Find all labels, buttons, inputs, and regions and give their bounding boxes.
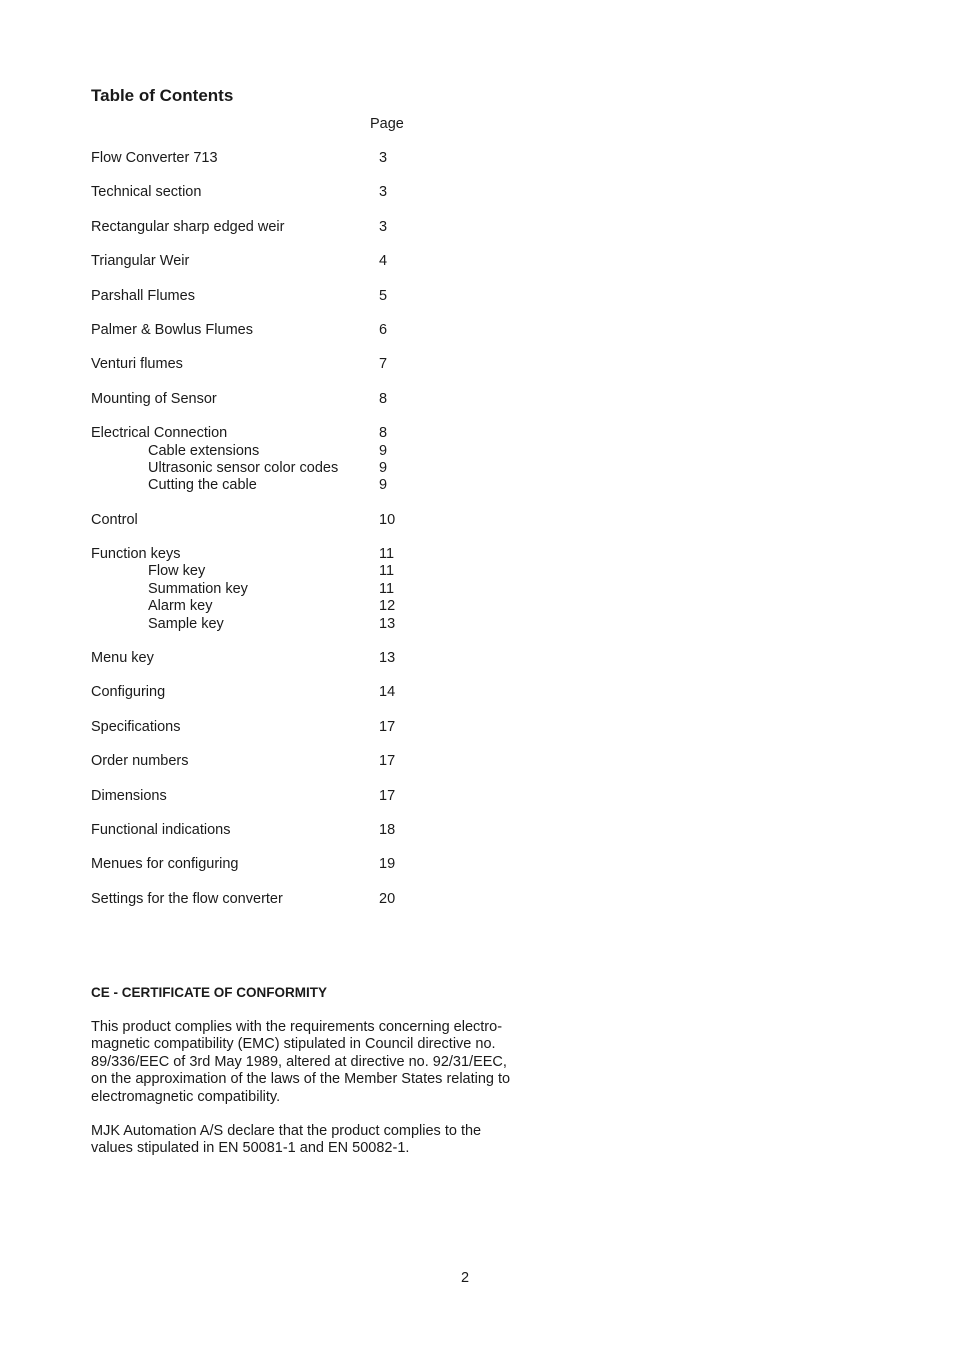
ce-text-line: electromagnetic compatibility. [91,1088,281,1105]
toc-subentry [91,616,431,633]
toc-subentry-label: Alarm key [148,598,213,615]
toc-main-line [91,650,431,667]
toc-entry-label: Specifications [91,718,181,735]
toc-subentry-label: Ultrasonic sensor color codes [148,459,339,476]
toc-entry-label: Palmer & Bowlus Flumes [91,321,253,338]
ce-text-line: on the approximation of the laws of the Member States relating to [91,1071,511,1088]
toc-main-line [91,288,431,305]
toc-page-number: 10 [379,511,396,528]
toc-entry [91,546,431,633]
toc-entry [91,425,431,495]
table-of-contents [91,150,431,925]
toc-page-number: 11 [379,563,395,580]
toc-main-line [91,822,431,839]
toc-page-number: 9 [379,459,388,476]
toc-page-number: 11 [379,546,395,563]
toc-page-number: 18 [379,821,396,838]
toc-main-line [91,322,431,339]
toc-entry-label: Configuring [91,684,166,701]
toc-subentry-label: Cable extensions [148,442,260,459]
toc-page-number: 3 [379,150,388,166]
toc-main-line [91,788,431,805]
toc-subentry-label: Summation key [148,580,248,597]
toc-entry [91,512,431,529]
toc-page-number: 17 [379,753,396,770]
toc-page-number: 3 [379,184,388,201]
toc-main-line [91,856,431,873]
toc-subentry-label: Flow key [148,563,206,580]
toc-entry-label: Menues for configuring [91,856,239,873]
toc-main-line [91,356,431,373]
toc-main-line [91,253,431,270]
toc-main-line [91,684,431,701]
toc-page-number: 12 [379,598,396,615]
ce-paragraph-1 [91,1019,521,1106]
toc-page-number: 4 [379,253,388,270]
toc-page-number: 17 [379,787,396,804]
toc-page-number: 9 [379,477,388,494]
toc-main-line [91,753,431,770]
toc-subentry [91,563,431,580]
toc-subentry [91,443,431,460]
toc-entry-label: Parshall Flumes [91,287,195,304]
ce-paragraph-2 [91,1123,521,1158]
toc-entry [91,891,431,908]
toc-entry-label: Mounting of Sensor [91,390,217,407]
ce-text-line: values stipulated in EN 50081-1 and EN 50082-1. [91,1140,410,1157]
toc-page-number: 13 [379,650,396,667]
toc-page-number: 6 [379,321,388,338]
toc-entry-label: Triangular Weir [91,253,190,270]
toc-entry [91,219,431,236]
toc-entry [91,753,431,770]
toc-main-line [91,512,431,529]
toc-entry-label: Flow Converter 713 [91,150,218,166]
toc-page-number: 19 [379,856,396,873]
toc-page-number: 11 [379,580,395,597]
toc-page-number: 8 [379,390,388,407]
toc-entry-label: Control [91,511,138,528]
ce-text-line: 89/336/EEC of 3rd May 1989, altered at directive no. 92/31/EEC, [91,1053,507,1070]
toc-entry-label: Settings for the flow converter [91,890,283,907]
toc-page-number: 14 [379,684,396,701]
toc-entry [91,288,431,305]
toc-entry [91,150,431,167]
ce-certificate-title: CE - CERTIFICATE OF CONFORMITY [91,985,327,1000]
toc-subentry [91,581,431,598]
ce-text-line: MJK Automation A/S declare that the product complies to the [91,1123,482,1139]
toc-entry [91,650,431,667]
toc-entry-label: Function keys [91,546,181,563]
toc-page-number: 8 [379,425,388,442]
toc-subentry [91,598,431,615]
toc-entry [91,788,431,805]
toc-entry-label: Dimensions [91,787,167,804]
toc-entry-label: Electrical Connection [91,425,228,442]
toc-entry [91,719,431,736]
toc-main-line [91,150,431,167]
page-column-header: Page [370,116,404,132]
toc-main-line [91,219,431,236]
ce-text-line: This product complies with the requirements concerning electro- [91,1019,503,1035]
toc-entry-label: Functional indications [91,821,231,838]
toc-entry-label: Technical section [91,184,202,201]
toc-entry [91,822,431,839]
toc-entry [91,391,431,408]
toc-main-line [91,425,431,442]
toc-entry-label: Menu key [91,650,154,667]
toc-entry-label: Rectangular sharp edged weir [91,218,285,235]
toc-main-line [91,891,431,908]
toc-page-number: 5 [379,287,388,304]
toc-entry [91,856,431,873]
toc-page-number: 3 [379,218,388,235]
page-number: 2 [461,1270,470,1286]
toc-page-number: 20 [379,890,396,907]
toc-page-number: 13 [379,615,396,632]
toc-main-line [91,391,431,408]
toc-subentry [91,477,431,494]
ce-text-line: magnetic compatibility (EMC) stipulated in Council directive no. [91,1036,496,1053]
toc-page-number: 7 [379,356,388,373]
toc-subentry-label: Cutting the cable [148,477,257,494]
toc-entry [91,684,431,701]
toc-entry-label: Venturi flumes [91,356,183,373]
page-title: Table of Contents [91,86,234,105]
toc-subentry-label: Sample key [148,615,224,632]
toc-main-line [91,184,431,201]
toc-main-line [91,546,431,563]
toc-page-number: 9 [379,442,388,459]
toc-entry [91,184,431,201]
toc-entry-label: Order numbers [91,753,189,770]
toc-entry [91,322,431,339]
toc-page-number: 17 [379,718,396,735]
toc-subentry [91,460,431,477]
toc-entry [91,356,431,373]
toc-entry [91,253,431,270]
toc-main-line [91,719,431,736]
